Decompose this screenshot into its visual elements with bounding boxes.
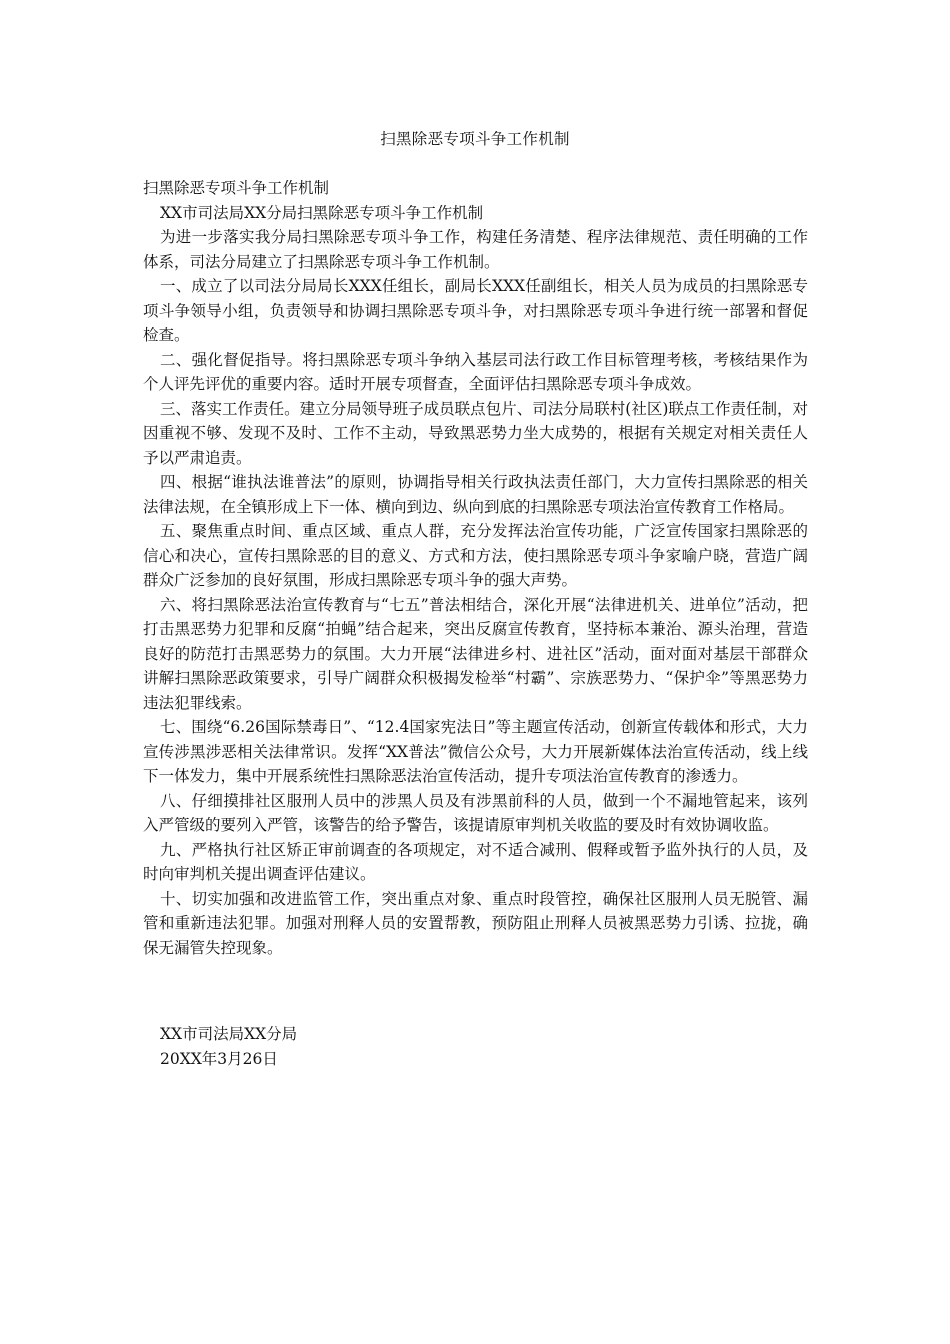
document-subtitle: 扫黑除恶专项斗争工作机制 [143, 179, 330, 197]
signature-organization: XX市司法局XX分局 [160, 1025, 298, 1043]
paragraph-item-8: 八、仔细摸排社区服刑人员中的涉黑人员及有涉黑前科的人员，做到一个不漏地管起来，该列入严管级的要列入严管，该警告的给予警告，该提请原审判机关收监的要及时有效协调收监。 [143, 791, 808, 834]
document-body [143, 176, 808, 960]
paragraph-item-7: 七、围绕“6.26国际禁毒日”、“12.4国家宪法日”等主题宣传活动，创新宣传载体和形式，大力宣传涉黑涉恶相关法律常识。发挥“XX普法”微信公众号，大力开展新媒体法治宣传活动，线上线下一体发力，集中开展系统性扫黑除恶法治宣传活动，提升专项法治宣传教育的渗透力。 [143, 718, 808, 785]
organization-heading: XX市司法局XX分局扫黑除恶专项斗争工作机制 [160, 203, 484, 222]
signature-date: 20XX年3月26日 [160, 1049, 278, 1068]
paragraph-item-6: 六、将扫黑除恶法治宣传教育与“七五”普法相结合，深化开展“法律进机关、进单位”活动，把打击黑恶势力犯罪和反腐“拍蝇”结合起来，突出反腐宣传教育，坚持标本兼治、源头治理，营造良好的防范打击黑恶势力的氛围。大力开展“法律进乡村、进社区”活动，面对面对基层干部群众讲解扫黑除恶政策要求，引导广阔群众积极揭发检举“村霸”、宗族恶势力、“保护伞”等黑恶势力违法犯罪线索。 [143, 595, 808, 712]
paragraph-item-2: 二、强化督促指导。将扫黑除恶专项斗争纳入基层司法行政工作目标管理考核，考核结果作为个人评先评优的重要内容。适时开展专项督查，全面评估扫黑除恶专项斗争成效。 [143, 350, 808, 393]
document-title: 扫黑除恶专项斗争工作机制 [380, 130, 570, 148]
paragraph-item-3: 三、落实工作责任。建立分局领导班子成员联点包片、司法分局联村(社区)联点工作责任制，对因重视不够、发现不及时、工作不主动，导致黑恶势力坐大成势的，根据有关规定对相关责任人予以严肃追责。 [143, 399, 808, 467]
paragraph-item-4: 四、根据“谁执法谁普法”的原则，协调指导相关行政执法责任部门，大力宣传扫黑除恶的相关法律法规，在全镇形成上下一体、横向到边、纵向到底的扫黑除恶专项法治宣传教育工作格局。 [143, 473, 808, 516]
paragraph-item-1: 一、成立了以司法分局局长XXX任组长，副局长XXX任副组长，相关人员为成员的扫黑除恶专项斗争领导小组，负责领导和协调扫黑除恶专项斗争，对扫黑除恶专项斗争进行统一部署和督促检查。 [143, 277, 808, 344]
paragraph-item-5: 五、聚焦重点时间、重点区域、重点人群，充分发挥法治宣传功能，广泛宣传国家扫黑除恶的信心和决心，宣传扫黑除恶的目的意义、方式和方法，使扫黑除恶专项斗争家喻户晓，营造广阔群众广泛参加的良好氛围，形成扫黑除恶专项斗争的强大声势。 [143, 522, 808, 589]
paragraph-item-9: 九、严格执行社区矫正审前调查的各项规定，对不适合减刑、假释或暂予监外执行的人员，及时向审判机关提出调查评估建议。 [143, 840, 808, 883]
paragraph-intro: 为进一步落实我分局扫黑除恶专项斗争工作，构建任务清楚、程序法律规范、责任明确的工作体系，司法分局建立了扫黑除恶专项斗争工作机制。 [143, 228, 808, 271]
paragraph-item-10: 十、切实加强和改进监管工作，突出重点对象、重点时段管控，确保社区服刑人员无脱管、漏管和重新违法犯罪。加强对刑释人员的安置帮教，预防阻止刑释人员被黑恶势力引诱、拉拢，确保无漏管失控现象。 [143, 889, 808, 957]
signature-block [160, 1022, 297, 1071]
